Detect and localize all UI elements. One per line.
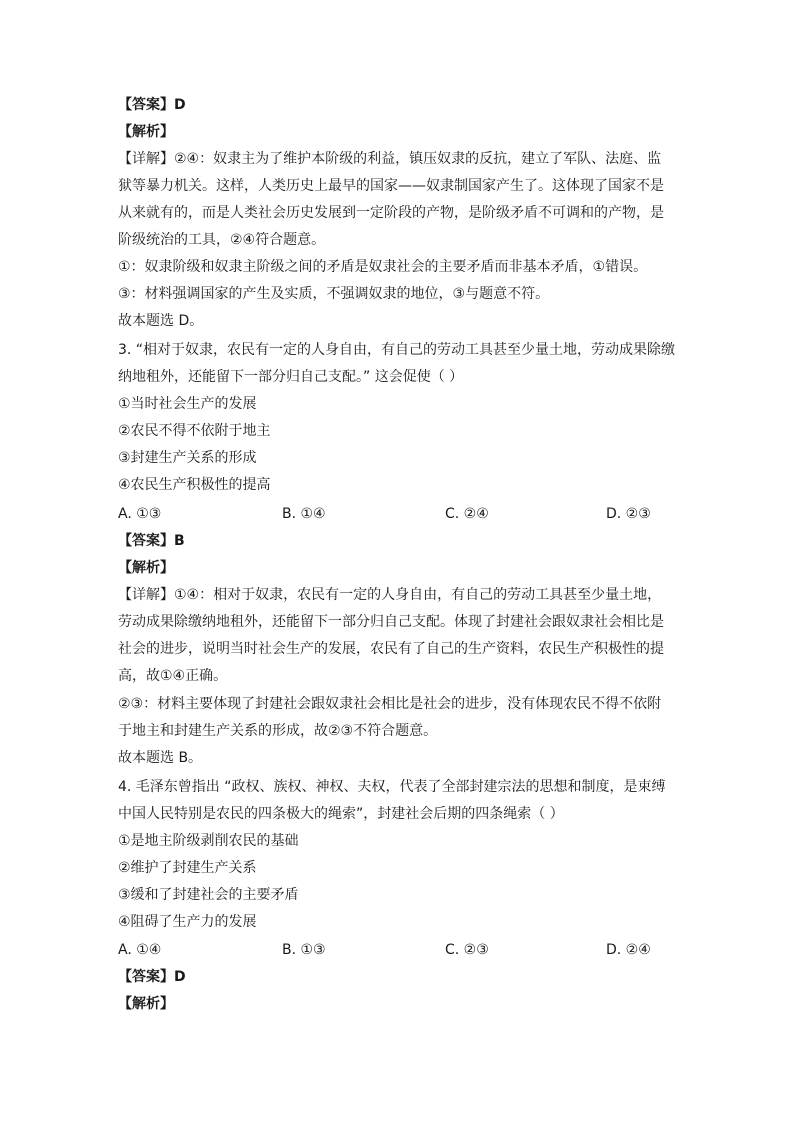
option-row bbox=[118, 504, 678, 524]
detail-line: 狱等暴力机关。这样，人类历史上最早的国家——奴隶制国家产生了。这体现了国家不是 bbox=[118, 178, 664, 194]
question-item: ①当时社会生产的发展 bbox=[118, 396, 257, 412]
question-stem: 中国人民特别是农民的四条极大的绳索”，封建社会后期的四条绳索（ ） bbox=[118, 806, 564, 822]
answer-label: 【答案】B bbox=[118, 533, 185, 549]
question-item: ②农民不得不依附于地主 bbox=[118, 423, 271, 439]
answer-label: 【答案】D bbox=[118, 969, 186, 985]
detail-line: ③：材料强调国家的产生及实质，不强调奴隶的地位，③与题意不符。 bbox=[118, 286, 550, 302]
question-item: ④农民生产积极性的提高 bbox=[118, 477, 271, 493]
detail-line: 阶级统治的工具，②④符合题意。 bbox=[118, 232, 326, 248]
question-stem: 4. 毛泽东曾指出 “政权、族权、神权、夫权，代表了全部封建宗法的思想和制度，是束缚 bbox=[118, 779, 666, 795]
detail-line: 故本题选 B。 bbox=[118, 750, 203, 766]
question-item: ④阻碍了生产力的发展 bbox=[118, 914, 257, 930]
detail-line: ②③：材料主要体现了封建社会跟奴隶社会相比是社会的进步，没有体现农民不得不依附 bbox=[118, 696, 662, 712]
option-d: D. ②③ bbox=[606, 506, 651, 522]
option-d: D. ②④ bbox=[606, 942, 651, 958]
question-stem: 3. “相对于奴隶，农民有一定的人身自由，有自己的劳动工具甚至少量土地，劳动成果除缴 bbox=[118, 342, 676, 358]
detail-line: 高，故①④正确。 bbox=[118, 668, 228, 684]
option-row bbox=[118, 940, 678, 960]
option-a: A. ①④ bbox=[118, 942, 162, 958]
detail-line: 【详解】②④：奴隶主为了维护本阶级的利益，镇压奴隶的反抗，建立了军队、法庭、监 bbox=[118, 151, 662, 167]
question-item: ②维护了封建生产关系 bbox=[118, 860, 257, 876]
detail-line: 从来就有的，而是人类社会历史发展到一定阶段的产物，是阶级矛盾不可调和的产物，是 bbox=[118, 205, 664, 221]
analysis-label: 【解析】 bbox=[118, 996, 174, 1012]
detail-line: 于地主和封建生产关系的形成，故②③不符合题意。 bbox=[118, 723, 438, 739]
option-c: C. ②④ bbox=[445, 506, 489, 522]
option-b: B. ①③ bbox=[282, 942, 326, 958]
detail-line: 故本题选 D。 bbox=[118, 313, 204, 329]
question-stem: 纳地租外，还能留下一部分归自己支配。” 这会促使（ ） bbox=[118, 369, 464, 385]
option-c: C. ②③ bbox=[445, 942, 489, 958]
answer-label: 【答案】D bbox=[118, 97, 186, 113]
detail-line: ①：奴隶阶级和奴隶主阶级之间的矛盾是奴隶社会的主要矛盾而非基本矛盾，①错误。 bbox=[118, 259, 648, 275]
detail-line: 【详解】①④：相对于奴隶，农民有一定的人身自由，有自己的劳动工具甚至少量土地， bbox=[118, 587, 662, 603]
option-a: A. ①③ bbox=[118, 506, 162, 522]
analysis-label: 【解析】 bbox=[118, 124, 174, 140]
detail-line: 劳动成果除缴纳地租外，还能留下一部分归自己支配。体现了封建社会跟奴隶社会相比是 bbox=[118, 614, 664, 630]
option-b: B. ①④ bbox=[282, 506, 326, 522]
analysis-label: 【解析】 bbox=[118, 560, 174, 576]
question-item: ③封建生产关系的形成 bbox=[118, 450, 257, 466]
question-item: ③缓和了封建社会的主要矛盾 bbox=[118, 887, 299, 903]
question-item: ①是地主阶级剥削农民的基础 bbox=[118, 833, 299, 849]
detail-line: 社会的进步，说明当时社会生产的发展，农民有了自己的生产资料，农民生产积极性的提 bbox=[118, 641, 664, 657]
